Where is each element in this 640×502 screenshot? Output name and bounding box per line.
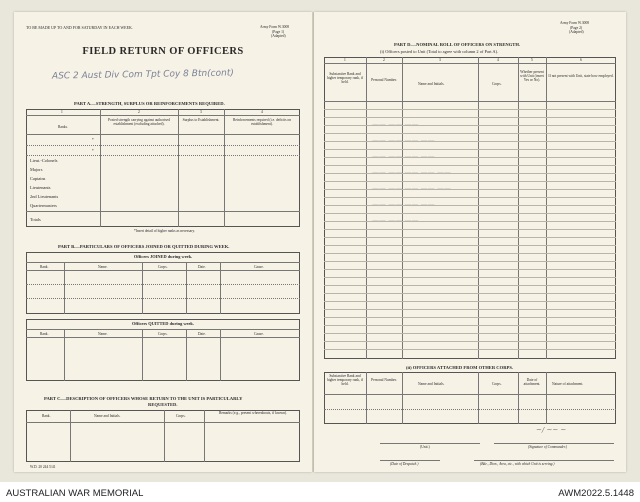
roll-rule-line: [324, 341, 616, 342]
footer-accession: AWM2022.5.1448: [558, 488, 634, 499]
roll-rule-line: [324, 205, 616, 206]
signature-mark: ~/ ~~ ~: [536, 426, 567, 434]
handwritten-unit: ASC 2 Aust Div Com Tpt Coy 8 Btn(cont): [51, 68, 234, 82]
row-totals: Totals: [30, 217, 41, 222]
part-c-heading: PART C.—DESCRIPTION OF OFFICERS WHOSE RETURN TO THE UNIT IS PARTICULARLY: [44, 396, 243, 401]
roll-rule-line: [324, 325, 616, 326]
roll-rule-line: [324, 149, 616, 150]
part-d-heading: PART D.—NOMINAL ROLL OF OFFICERS ON STRENGTH.: [394, 42, 521, 47]
roll-rule-line: [324, 109, 616, 110]
faint-ink-entry: —— —— —— ——: [372, 152, 435, 160]
col-surplus: Surplus to Establishment.: [182, 118, 220, 122]
left-page: TO BE MADE UP TO AND FOR SATURDAY IN EACH WEEK. Army Form W.3008 (Page 1) (Adapted) FIELD RETURN OF OFFICERS ASC 2 Aust Div Com Tpt Coy 8 Btn(cont) PART A.—STRENGTH, SURPLUS OR REINFORCEMENTS REQUIRED. 1 2 3 4 Ranks. Posted strength carrying against authorised establishment (excluding attached). Surplus to Establishment. Reinforcements required (i.e. deficits on establishment). * * Lieut.-Colonels Majors Captains Lieutenants 2nd Lieutenants Quartermasters Totals *Insert detail of higher ranks as necessary. PART B.—PARTICULARS OF OFFICERS JOINED OR QUITTED DURING WEEK. Officers JOINED during week. Rank. Name. Corps. Date. Cause. Officers QUITTED during week. Rank. Name. Corps. Date. Cause. PART C.—DESCRIPTION OF OFFICERS WHOSE RETURN TO THE UNIT IS PARTICULARLY REQUESTED. Rank. Name and Initials. Corps. Remarks (e.g., present whereabouts, if known). W.D. 20 244 5/41: [14, 12, 312, 472]
roll-rule-line: [324, 173, 616, 174]
roll-rule-line: [324, 197, 616, 198]
joined-title: Officers JOINED during week.: [133, 254, 193, 259]
row-2nd-lieutenants: 2nd Lieutenants: [30, 194, 59, 199]
roll-rule-line: [324, 333, 616, 334]
roll-rule-line: [324, 213, 616, 214]
part-d-sub: (i) Officers posted to Unit (Total to agree with column 2 of Part A).: [380, 49, 499, 54]
footer-bar: [0, 482, 640, 502]
page-number: (Page 2): [570, 26, 583, 30]
faint-ink-entry: —— —— ——: [372, 216, 419, 224]
col-ranks: Ranks.: [58, 125, 68, 129]
faint-ink-entry: —— —— —— ——: [372, 136, 435, 144]
col-employment: If not present with Unit, state how employed.: [548, 74, 614, 78]
quitted-title: Officers QUITTED during week.: [132, 321, 194, 326]
roll-rule-line: [324, 261, 616, 262]
adapted-note: (Adapted): [569, 30, 584, 34]
faint-ink-entry: — — — — — —: [384, 105, 438, 113]
row-captains: Captains: [30, 176, 46, 181]
faint-ink-entry: —— —— —— —— ——: [372, 168, 451, 176]
roll-rule-line: [324, 237, 616, 238]
unit-label: (Unit.): [420, 445, 430, 449]
page-number: (Page 1): [272, 30, 285, 34]
row-lieut-colonels: Lieut.-Colonels: [30, 158, 58, 163]
row-lieutenants: Lieutenants: [30, 185, 51, 190]
col-corps: Corps.: [492, 82, 502, 86]
col-present: Whether present with Unit (insert Yes or No).: [520, 70, 544, 82]
roll-rule-line: [324, 221, 616, 222]
faint-ink-entry: —— —— —— —— ——: [372, 184, 451, 192]
roll-rule-line: [324, 165, 616, 166]
roll-rule-line: [324, 301, 616, 302]
row-majors: Majors: [30, 167, 43, 172]
roll-rule-line: [324, 293, 616, 294]
part-a-heading: PART A.—STRENGTH, SURPLUS OR REINFORCEMENTS REQUIRED.: [74, 101, 225, 106]
roll-rule-line: [324, 181, 616, 182]
col-posted: Posted strength carrying against authorised establishment (excluding attached).: [108, 118, 170, 126]
right-page: Army Form W.3008 (Page 2) (Adapted) PART D.—NOMINAL ROLL OF OFFICERS ON STRENGTH. (i) Officers posted to Unit (Total to agree with column 2 of Part A). 1 2 3 4 5 6 Substantive Rank and higher temporary rank, if held. Personal Number. Name and Initials. Corps. Whether present with Unit (insert Yes or No). If not present with Unit, state how employed. — — — — — — —— —— —— —— —— —— —— —— —— —— —— —— —— —— —— —— —— —— —— —— —— —— —— —— —— —— —— —— (ii) OFFICERS ATTACHED FROM OTHER CORPS. Substantive Rank and higher temporary rank, if held. Personal Number. Name and Initials. Corps. Date of attachment. Nature of attachment. ~/ ~~ ~ (Unit.) (Signature of Commander.) (Date of Despatch.) (Bde., Divn., Area, etc., with which Unit is serving.): [314, 12, 626, 472]
formation-label: (Bde., Divn., Area, etc., with which Unit is serving.): [480, 462, 555, 466]
roll-rule-line: [324, 245, 616, 246]
roll-rule-line: [324, 269, 616, 270]
roll-rule-line: [324, 317, 616, 318]
roll-rule-line: [324, 125, 616, 126]
roll-rule-line: [324, 117, 616, 118]
signature-label: (Signature of Commander.): [528, 445, 568, 449]
part-b-heading: PART B.—PARTICULARS OF OFFICERS JOINED OR QUITTED DURING WEEK.: [58, 244, 230, 249]
footer-institution: AUSTRALIAN WAR MEMORIAL: [6, 488, 144, 499]
form-title: FIELD RETURN OF OFFICERS: [82, 46, 244, 57]
nominal-roll-table: [324, 57, 616, 359]
top-note: TO BE MADE UP TO AND FOR SATURDAY IN EACH WEEK.: [26, 25, 133, 30]
attached-heading: (ii) OFFICERS ATTACHED FROM OTHER CORPS.: [406, 365, 514, 370]
roll-rule-line: [324, 141, 616, 142]
col-name: Name and Initials.: [418, 82, 445, 86]
roll-rule-line: [324, 133, 616, 134]
part-a-footnote: *Insert detail of higher ranks as necessary.: [134, 229, 195, 233]
part-c-heading-2: REQUESTED.: [148, 402, 178, 407]
roll-rule-line: [324, 277, 616, 278]
row-quartermasters: Quartermasters: [30, 203, 57, 208]
star-mark: *: [92, 149, 94, 153]
despatch-label: (Date of Despatch.): [390, 462, 419, 466]
print-code: W.D. 20 244 5/41: [30, 465, 56, 469]
part-c-table: [26, 410, 300, 462]
roll-rule-line: [324, 229, 616, 230]
roll-rule-line: [324, 157, 616, 158]
col-personal-number: Personal Number.: [371, 78, 397, 82]
col-rank: Substantive Rank and higher temporary rank, if held.: [326, 72, 364, 84]
roll-rule-line: [324, 189, 616, 190]
roll-rule-line: [324, 253, 616, 254]
faint-ink-entry: —— —— —— ——: [372, 200, 435, 208]
roll-rule-line: [324, 309, 616, 310]
faint-ink-entry: —— —— ——: [372, 120, 419, 128]
roll-rule-line: [324, 285, 616, 286]
form-number: Army Form W.3008: [260, 25, 290, 29]
adapted-note: (Adapted): [271, 34, 286, 38]
roll-rule-line: [324, 349, 616, 350]
form-number: Army Form W.3008: [560, 21, 590, 25]
col-reinforcements: Reinforcements required (i.e. deficits on establishment).: [232, 118, 292, 126]
star-mark: *: [92, 138, 94, 142]
